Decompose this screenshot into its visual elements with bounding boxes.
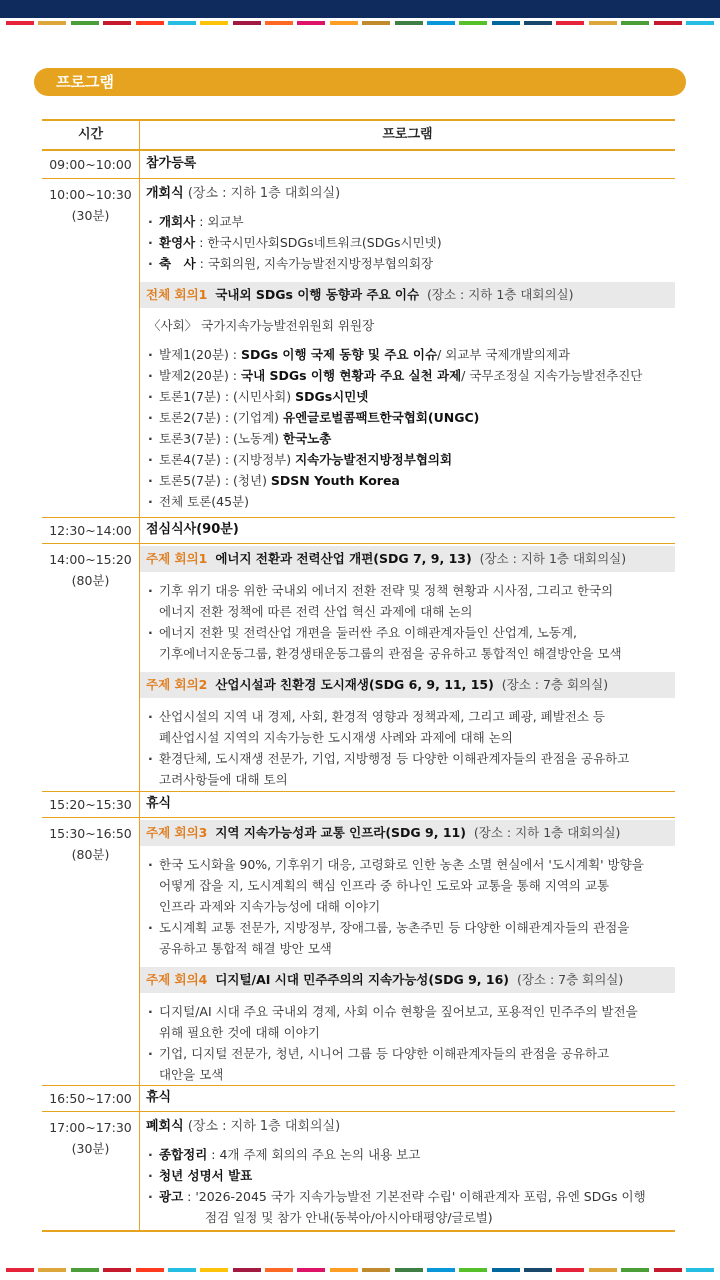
list-item: · 발제2(20분) : 국내 SDGs 이행 현황과 주요 실천 과제/ 국무조정실 지속가능발전추진단	[148, 365, 665, 386]
stripe-segment	[621, 21, 649, 25]
stripe-segment	[427, 21, 455, 25]
stripe-segment	[330, 21, 358, 25]
session-tag: 전체 회의1	[146, 287, 208, 302]
stripe-segment	[589, 21, 617, 25]
stripe-segment	[233, 21, 261, 25]
topic-session-header	[140, 820, 675, 846]
time-range: 12:30~14:00	[49, 523, 132, 538]
topic-list	[140, 702, 675, 794]
stripe-segment	[136, 1268, 164, 1272]
stripe-segment	[654, 21, 682, 25]
list-item: · 토론5(7분) : (청년) SDSN Youth Korea	[148, 470, 665, 491]
stripe-segment	[459, 1268, 487, 1272]
sdg-color-stripe-bottom	[0, 1268, 720, 1272]
stripe-segment	[136, 21, 164, 25]
stripe-segment	[71, 21, 99, 25]
moderator: 〈사회〉 국가지속가능발전위원회 위원장	[148, 318, 375, 333]
list-item: · 산업시설의 지역 내 경제, 사회, 환경적 영향과 정책과제, 그리고 폐광, 폐발전소 등 폐산업시설 지역의 지속가능한 도시재생 사례와 과제에 대해 논의	[148, 706, 665, 748]
stripe-segment	[71, 1268, 99, 1272]
sdg-color-stripe-top	[0, 21, 720, 25]
list-item: · 토론3(7분) : (노동계) 한국노총	[148, 428, 665, 449]
program-cell	[140, 151, 675, 178]
list-item: · 환영사 : 한국시민사회SDGs네트워크(SDGs시민넷)	[148, 232, 665, 253]
stripe-segment	[233, 1268, 261, 1272]
time-cell	[42, 818, 140, 1085]
list-item: · 청년 성명서 발표	[148, 1165, 665, 1186]
stripe-segment	[427, 1268, 455, 1272]
section-title-pill	[34, 68, 686, 96]
session-title: 지역 지속가능성과 교통 인프라(SDG 9, 11)	[215, 825, 466, 840]
stripe-segment	[362, 1268, 390, 1272]
time-cell	[42, 544, 140, 791]
stripe-segment	[103, 21, 131, 25]
time-range: 15:20~15:30	[49, 797, 132, 812]
stripe-segment	[395, 21, 423, 25]
table-row	[42, 518, 675, 544]
section-title: 프로그램	[56, 73, 114, 91]
table-row	[42, 818, 675, 1086]
location: (장소 : 지하 1층 대회의실)	[479, 551, 627, 566]
table-row	[42, 1086, 675, 1112]
list-item: · 기후 위기 대응 위한 국내외 에너지 전환 전략 및 정책 현황과 시사점, 그리고 한국의 에너지 전환 정책에 따른 전력 산업 혁신 과제에 대해 논의	[148, 580, 665, 622]
session-tag: 주제 회의3	[146, 825, 208, 840]
stripe-segment	[362, 21, 390, 25]
session-title: 국내외 SDGs 이행 동향과 주요 이슈	[215, 287, 420, 302]
program-cell	[140, 1112, 675, 1230]
stripe-segment	[38, 21, 66, 25]
stripe-segment	[38, 1268, 66, 1272]
stripe-segment	[103, 1268, 131, 1272]
topic-list	[140, 997, 675, 1089]
stripe-segment	[492, 21, 520, 25]
stripe-segment	[621, 1268, 649, 1272]
stripe-segment	[492, 1268, 520, 1272]
session-title: 참가등록	[146, 156, 197, 171]
time-range: 14:00~15:20	[49, 552, 132, 567]
speaker-list	[140, 340, 675, 516]
session-title: 휴식	[146, 796, 172, 811]
duration: (30분)	[71, 208, 110, 223]
table-row	[42, 544, 675, 792]
time-cell	[42, 151, 140, 178]
stripe-segment	[297, 1268, 325, 1272]
session-title: 폐회식	[146, 1119, 184, 1134]
column-header-time: 시간	[42, 121, 140, 149]
time-range: 10:00~10:30	[49, 187, 132, 202]
table-row	[42, 792, 675, 818]
closing-list	[140, 1140, 675, 1232]
stripe-segment	[686, 21, 714, 25]
stripe-segment	[556, 1268, 584, 1272]
plenary-session-header	[140, 282, 675, 308]
location: (장소 : 7층 회의실)	[501, 677, 609, 692]
list-item: · 한국 도시화율 90%, 기후위기 대응, 고령화로 인한 농촌 소멸 현실에서 '도시계획' 방향을 어떻게 잡을 지, 도시계획의 핵심 인프라 중 하나인 도로와 교통을 통해 지역의 교통 인프라 과제와 지속가능성에 대해 이야기	[148, 854, 665, 917]
topic-list	[140, 850, 675, 963]
table-row	[42, 1112, 675, 1230]
session-title: 개회식	[146, 186, 184, 201]
stripe-segment	[6, 21, 34, 25]
table-row	[42, 151, 675, 179]
topic-session-header	[140, 546, 675, 572]
session-title: 휴식	[146, 1090, 172, 1105]
program-cell	[140, 1086, 675, 1111]
time-cell	[42, 179, 140, 517]
program-cell	[140, 818, 675, 1085]
list-item: · 환경단체, 도시재생 전문가, 기업, 지방행정 등 다양한 이해관계자들의 관점을 공유하고 고려사항들에 대해 토의	[148, 748, 665, 790]
stripe-segment	[686, 1268, 714, 1272]
program-cell	[140, 792, 675, 817]
location: (장소 : 지하 1층 대회의실)	[473, 825, 621, 840]
table-header	[42, 121, 675, 151]
time-cell	[42, 792, 140, 817]
stripe-segment	[168, 1268, 196, 1272]
time-cell	[42, 518, 140, 543]
stripe-segment	[200, 21, 228, 25]
list-item: · 개회사 : 외교부	[148, 211, 665, 232]
duration: (30분)	[71, 1141, 110, 1156]
list-item: · 디지털/AI 시대 주요 국내외 경제, 사회 이슈 현황을 짚어보고, 포용적인 민주주의 발전을 위해 필요한 것에 대해 이야기	[148, 1001, 665, 1043]
list-item: · 발제1(20분) : SDGs 이행 국제 동향 및 주요 이슈/ 외교부 국제개발의제과	[148, 344, 665, 365]
list-item: · 도시계획 교통 전문가, 지방정부, 장애그룹, 농촌주민 등 다양한 이해관계자들의 관점을 공유하고 통합적 해결 방안 모색	[148, 917, 665, 959]
top-header-bar	[0, 0, 720, 18]
program-table	[42, 119, 675, 1232]
list-item: · 토론4(7분) : (지방정부) 지속가능발전지방정부협의회	[148, 449, 665, 470]
list-item: · 광고 : '2026-2045 국가 지속가능발전 기본전략 수립' 이해관계자 포럼, 유엔 SDGs 이행 점검 일정 및 참가 안내(동북아/아시아태평양/글로벌)	[148, 1186, 665, 1228]
time-range: 17:00~17:30	[49, 1120, 132, 1135]
list-item: · 토론2(7분) : (기업계) 유엔글로벌콤팩트한국협회(UNGC)	[148, 407, 665, 428]
session-title: 에너지 전환과 전력산업 개편(SDG 7, 9, 13)	[215, 551, 472, 566]
session-tag: 주제 회의4	[146, 972, 208, 987]
table-row	[42, 179, 675, 518]
session-title: 산업시설과 친환경 도시재생(SDG 6, 9, 11, 15)	[215, 677, 494, 692]
list-item: · 토론1(7분) : (시민사회) SDGs시민넷	[148, 386, 665, 407]
column-header-program: 프로그램	[382, 127, 433, 142]
session-tag: 주제 회의1	[146, 551, 208, 566]
stripe-segment	[395, 1268, 423, 1272]
stripe-segment	[524, 1268, 552, 1272]
session-title: 점심식사(90분)	[146, 522, 239, 537]
topic-session-header	[140, 672, 675, 698]
time-range: 16:50~17:00	[49, 1091, 132, 1106]
stripe-segment	[265, 21, 293, 25]
time-cell	[42, 1086, 140, 1111]
stripe-segment	[297, 21, 325, 25]
stripe-segment	[265, 1268, 293, 1272]
duration: (80분)	[71, 847, 110, 862]
stripe-segment	[168, 21, 196, 25]
program-cell	[140, 179, 675, 517]
list-item: · 전체 토론(45분)	[148, 491, 665, 512]
time-range: 15:30~16:50	[49, 826, 132, 841]
location: (장소 : 지하 1층 대회의실)	[427, 287, 574, 302]
location: (장소 : 지하 1층 대회의실)	[187, 186, 341, 201]
topic-list	[140, 576, 675, 668]
stripe-segment	[330, 1268, 358, 1272]
program-cell	[140, 544, 675, 791]
list-item: · 에너지 전환 및 전력산업 개편을 둘러싼 주요 이해관계자들인 산업계, 노동계, 기후에너지운동그룹, 환경생태운동그룹의 관점을 공유하고 통합적인 해결방안을 모색	[148, 622, 665, 664]
opening-list	[140, 207, 675, 278]
session-title: 디지털/AI 시대 민주주의의 지속가능성(SDG 9, 16)	[215, 972, 509, 987]
stripe-segment	[589, 1268, 617, 1272]
stripe-segment	[200, 1268, 228, 1272]
stripe-segment	[459, 21, 487, 25]
stripe-segment	[556, 21, 584, 25]
stripe-segment	[524, 21, 552, 25]
duration: (80분)	[71, 573, 110, 588]
program-cell	[140, 518, 675, 543]
location: (장소 : 7층 회의실)	[516, 972, 624, 987]
location: (장소 : 지하 1층 대회의실)	[187, 1119, 341, 1134]
session-tag: 주제 회의2	[146, 677, 208, 692]
list-item: · 종합정리 : 4개 주제 회의의 주요 논의 내용 보고	[148, 1144, 665, 1165]
time-range: 09:00~10:00	[49, 157, 132, 172]
time-cell	[42, 1112, 140, 1230]
stripe-segment	[654, 1268, 682, 1272]
topic-session-header	[140, 967, 675, 993]
list-item: · 축 사 : 국회의원, 지속가능발전지방정부협의회장	[148, 253, 665, 274]
stripe-segment	[6, 1268, 34, 1272]
list-item: · 기업, 디지털 전문가, 청년, 시니어 그룹 등 다양한 이해관계자들의 관점을 공유하고 대안을 모색	[148, 1043, 665, 1085]
